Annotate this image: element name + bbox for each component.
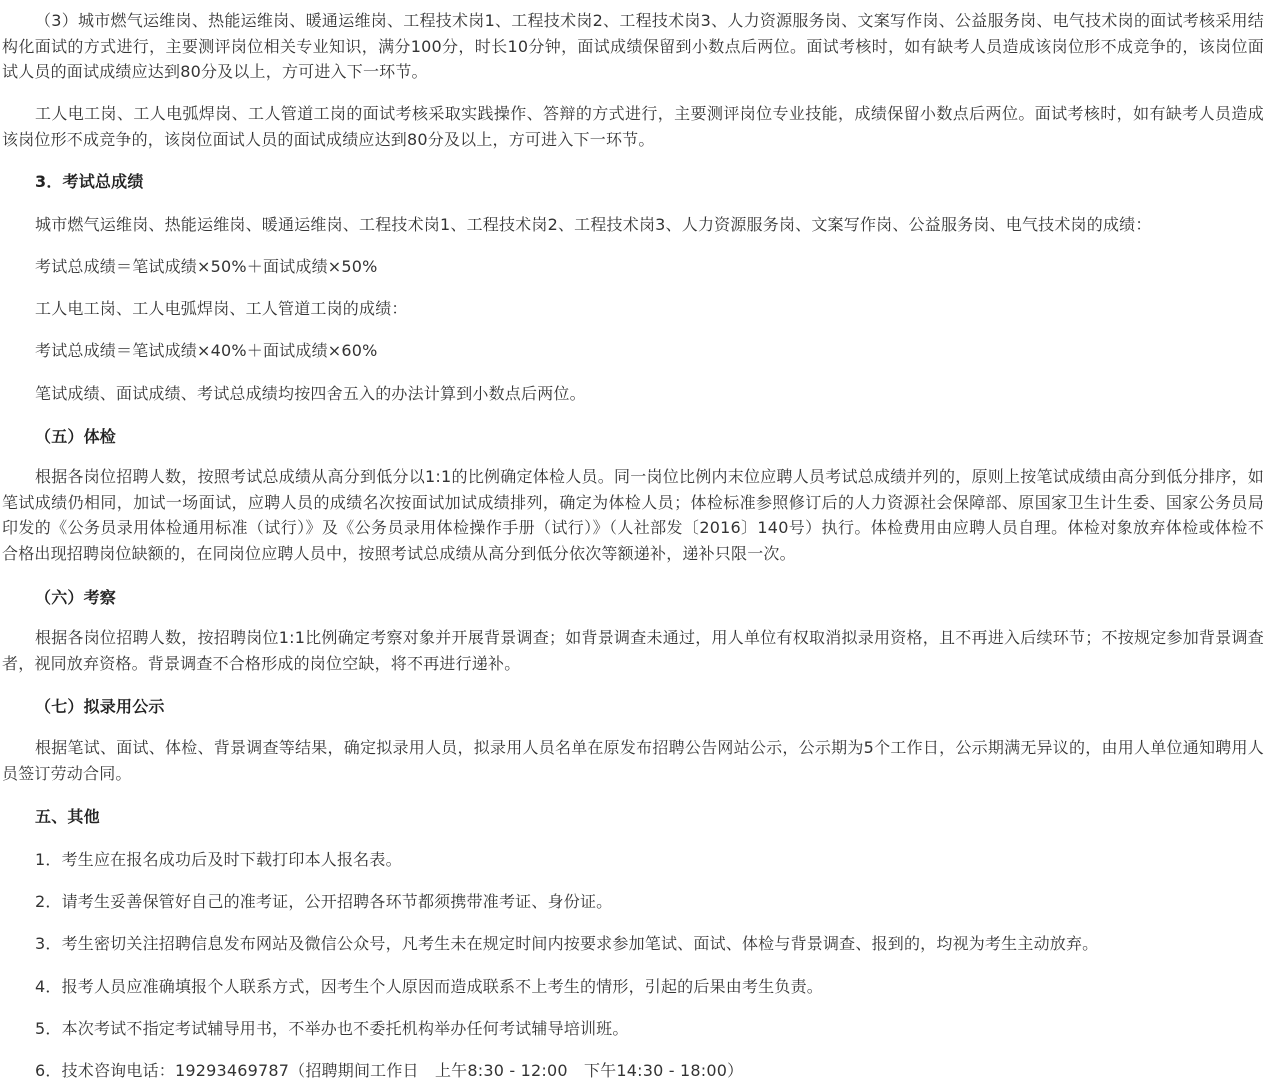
section-heading-physical-exam: （五）体检 [35,427,117,446]
other-item-5: 5．本次考试不指定考试辅导用书，不举办也不委托机构举办任何考试辅导培训班。 [35,1019,629,1038]
interview-paragraph-practical: 工人电工岗、工人电弧焊岗、工人管道工岗的面试考核采取实践操作、答辩的方式进行，主要测评岗位专业技能，成绩保留小数点后两位。面试考核时，如有缺考人员造成该岗位形不成竞争的，该岗位面试人员的面试成绩应达到80分及以上，方可进入下一环节。 [2,104,1264,149]
total-score-group1-label: 城市燃气运维岗、热能运维岗、暖通运维岗、工程技术岗1、工程技术岗2、工程技术岗3、人力资源服务岗、文案写作岗、公益服务岗、电气技术岗的成绩： [35,215,1152,234]
other-item-1: 1．考生应在报名成功后及时下载打印本人报名表。 [35,850,402,869]
interview-paragraph-structured: （3）城市燃气运维岗、热能运维岗、暖通运维岗、工程技术岗1、工程技术岗2、工程技术岗3、人力资源服务岗、文案写作岗、公益服务岗、电气技术岗的面试考核采用结构化面试的方式进行，主要测评岗位相关专业知识，满分100分，时长10分钟，面试成绩保留到小数点后两位。面试考核时，如有缺考人员造成该岗位形不成竞争的，该岗位面试人员的面试成绩应达到80分及以上，方可进入下一环节。 [2,11,1264,81]
rounding-rule: 笔试成绩、面试成绩、考试总成绩均按四舍五入的办法计算到小数点后两位。 [35,384,586,403]
total-score-group2-label: 工人电工岗、工人电弧焊岗、工人管道工岗的成绩： [35,299,408,318]
other-item-2: 2．请考生妥善保管好自己的准考证，公开招聘各环节都须携带准考证、身份证。 [35,892,613,911]
publicity-paragraph: 根据笔试、面试、体检、背景调查等结果，确定拟录用人员，拟录用人员名单在原发布招聘公告网站公示，公示期为5个工作日，公示期满无异议的，由用人单位通知聘用人员签订劳动合同。 [2,738,1264,783]
total-score-formula-1: 考试总成绩＝笔试成绩×50%＋面试成绩×50% [35,257,378,276]
physical-exam-paragraph: 根据各岗位招聘人数，按照考试总成绩从高分到低分以1:1的比例确定体检人员。同一岗位比例内末位应聘人员考试总成绩并列的，原则上按笔试成绩由高分到低分排序，如笔试成绩仍相同，加试一场面试，应聘人员的成绩名次按面试加试成绩排列，确定为体检人员；体检标准参照修订后的人力资源社会保障部、原国家卫生计生委、国家公务员局印发的《公务员录用体检通用标准（试行）》及《公务员录用体检操作手册（试行）》（人社部发〔2016〕140号）执行。体检费用由应聘人员自理。体检对象放弃体检或体检不合格出现招聘岗位缺额的，在同岗位应聘人员中，按照考试总成绩从高分到低分依次等额递补，递补只限一次。 [2,467,1264,563]
other-item-4: 4．报考人员应准确填报个人联系方式，因考生个人原因而造成联系不上考生的情形，引起的后果由考生负责。 [35,977,823,996]
section-heading-publicity: （七）拟录用公示 [35,697,165,716]
other-item-3: 3．考生密切关注招聘信息发布网站及微信公众号，凡考生未在规定时间内按要求参加笔试、面试、体检与背景调查、报到的，均视为考生主动放弃。 [35,934,1099,953]
section-heading-inspection: （六）考察 [35,588,117,607]
total-score-formula-2: 考试总成绩＝笔试成绩×40%＋面试成绩×60% [35,341,378,360]
inspection-paragraph: 根据各岗位招聘人数，按招聘岗位1:1比例确定考察对象并开展背景调查；如背景调查未通过，用人单位有权取消拟录用资格，且不再进入后续环节；不按规定参加背景调查者，视同放弃资格。背景调查不合格形成的岗位空缺，将不再进行递补。 [2,628,1264,673]
section-heading-total-score: 3．考试总成绩 [35,172,144,191]
other-item-6-phone: 6．技术咨询电话：19293469787（招聘期间工作日 上午8:30 - 12:00 下午14:30 - 18:00） [35,1061,744,1080]
section-heading-other: 五、其他 [35,807,100,826]
